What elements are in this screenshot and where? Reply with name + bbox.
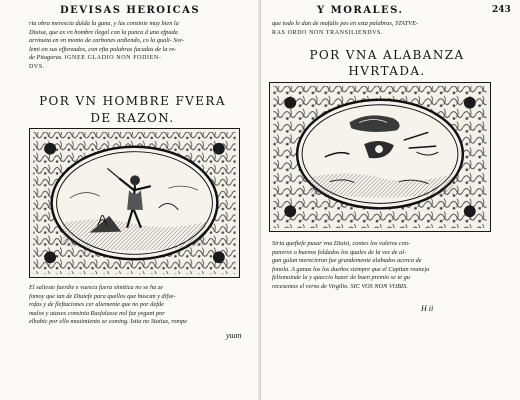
motto-text: RAS ORDO NON TRANSILIENDVS. bbox=[272, 29, 384, 36]
motto-text: IGNEE GLADIO NON FODIEN- bbox=[64, 55, 162, 62]
catchword: yuan bbox=[226, 331, 242, 340]
woodcut-madman-emblem bbox=[29, 128, 240, 278]
page-number: 243 bbox=[492, 5, 511, 15]
signature-mark: H ii bbox=[421, 304, 434, 313]
right-page bbox=[261, 0, 520, 400]
text-line: paneros o buenos foldados los quales de la vez de al- bbox=[272, 248, 407, 256]
text-line: rofas y de fleftaciones cer aliemente que no por defde bbox=[29, 301, 164, 309]
text-line: Siria queftefe pusar vna Diuisi, contes los valeros con- bbox=[272, 240, 411, 247]
emblem-heading-left: POR VN HOMBRE FVERA bbox=[39, 94, 226, 108]
running-head-right: Y MORALES. bbox=[317, 5, 404, 16]
woodcut-ship-illustration bbox=[270, 83, 490, 231]
left-page bbox=[0, 0, 259, 400]
text-line: fonola. A ganas los los dueños siempre que el Capitan reuneja bbox=[272, 265, 430, 273]
text-fragment: de Pitagoras. bbox=[29, 54, 63, 62]
motto-text-end: DVS. bbox=[29, 63, 45, 70]
text-line: felismoinde la y queccio hazer de buen premio se te gu bbox=[272, 274, 410, 282]
text-line: gun galan merecieron fue grandemente alabados acerca de bbox=[272, 257, 422, 265]
text-line: elhabic por ello mouimiento se coming. Istia no Statius, rompe bbox=[29, 318, 188, 326]
text-line: El salieste fuerdie e vuesca fuera simitica no se ha ze bbox=[29, 284, 164, 291]
emblem-heading-right: POR VNA ALABANZA bbox=[309, 48, 465, 62]
right-caption-text bbox=[272, 240, 510, 292]
text-line: Diuisa, que ex vn hombre ilegal con la punca d una efpada bbox=[29, 28, 178, 36]
text-line: lemi on sus efforzados, con efta palabras facadas de la re- bbox=[29, 45, 177, 53]
text-line: recesemos el verso de Virgilio. SIC VOS NON VOBIS. bbox=[272, 282, 408, 290]
text-line bbox=[29, 54, 247, 63]
text-line: que todo le dan de mufalis pes en esta palabras, STATVE- bbox=[272, 20, 419, 27]
running-head-left: DEVISAS HEROICAS bbox=[60, 5, 201, 16]
text-line: malos y ataxes consinia Rasfalusse nol faz yegant por bbox=[29, 309, 165, 317]
emblem-subheading-right: HVRTADA. bbox=[348, 64, 426, 78]
right-intro-text bbox=[272, 20, 510, 37]
woodcut-madman-illustration bbox=[30, 129, 239, 277]
left-caption-text bbox=[29, 284, 247, 327]
left-intro-text bbox=[29, 20, 247, 72]
text-line: fomoy que tan de Diuiefe para quellos que buscan y difse- bbox=[29, 292, 176, 300]
text-line: ria obra merescia dulda la gana, y las consinie muy bien la bbox=[29, 20, 179, 27]
emblem-subheading-left: DE RAZON. bbox=[90, 111, 175, 125]
woodcut-ship-emblem bbox=[269, 82, 491, 232]
text-line: arrimeta en vn monto de carbones ardiendo, co la quali- Sor- bbox=[29, 37, 185, 45]
